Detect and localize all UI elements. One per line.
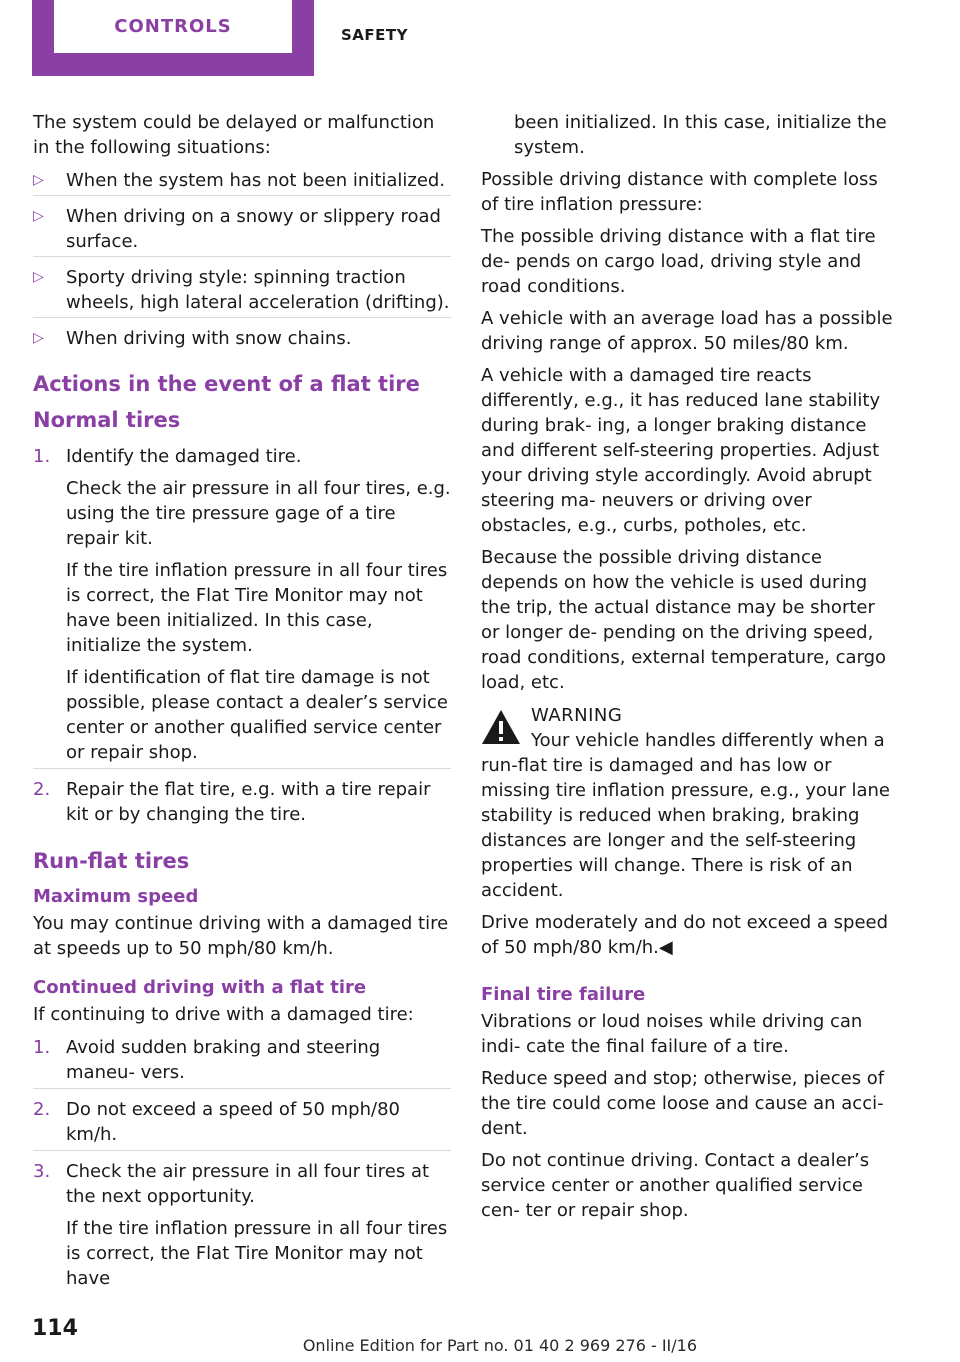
final-paragraph-1: Vibrations or loud noises while driving can indi‐ cate the final failure of a tire. <box>481 1011 863 1057</box>
normal-steps-list <box>33 443 451 830</box>
heading-normal-tires: Normal tires <box>33 408 181 432</box>
triangle-right-icon: ▷ <box>33 330 44 346</box>
triangle-right-icon: ▷ <box>33 208 44 224</box>
step-number: 1. <box>33 1037 51 1058</box>
step-number: 1. <box>33 446 51 467</box>
left-column <box>33 110 451 1301</box>
continued-steps-list <box>33 1034 451 1294</box>
step-item <box>33 1158 451 1294</box>
heading-actions: Actions in the event of a flat tire <box>33 372 420 396</box>
intro-paragraph: The system could be delayed or malfunction in the following situations: <box>33 112 435 158</box>
step-text: Do not exceed a speed of 50 mph/80 km/h. <box>66 1099 400 1145</box>
tab-controls-label: CONTROLS <box>54 0 292 53</box>
situation-text: Sporty driving style: spinning traction wheels, high lateral acceleration (drifting). <box>66 267 450 313</box>
step-item <box>33 776 451 830</box>
warning-box <box>481 703 899 960</box>
warning-triangle-icon <box>481 709 521 745</box>
warning-text: Your vehicle handles differently when a run-flat tire is damaged and has low or missing tire inflation pressure, e.g., your lane stability is reduced when braking, braking distances are longer and the self-steering properties will change. There is risk of an accident. <box>481 730 890 901</box>
situation-item <box>33 167 451 196</box>
page-header <box>0 0 960 76</box>
distance-paragraph-3: A vehicle with a damaged tire reacts differently, e.g., it has reduced lane stability during brak‐ ing, a longer braking distance and different self-steering properties. Adjust your driving style accordingly. Avoid abrupt steering ma‐ neuvers or driving over obstacles, e.g., curbs, potholes, etc. <box>481 365 881 536</box>
situation-text: When the system has not been initialized. <box>66 170 446 191</box>
page-number: 114 <box>32 1316 78 1341</box>
situations-list <box>33 167 451 353</box>
step-text: Repair the flat tire, e.g. with a tire repair kit or by changing the tire. <box>66 779 431 825</box>
warning-label: WARNING <box>531 705 623 726</box>
situation-item <box>33 325 451 353</box>
step-detail: Check the air pressure in all four tires, e.g. using the tire pressure gage of a tire repair kit. <box>66 478 451 549</box>
distance-paragraph-4: Because the possible driving distance depends on how the vehicle is used during the trip, the actual distance may be shorter or longer de‐ pending on the driving speed, road conditions, external temperature, cargo load, etc. <box>481 547 887 693</box>
step-detail: If identification of flat tire damage is not possible, please contact a dealer’s service center or another qualified service center or repair shop. <box>66 667 448 763</box>
situation-text: When driving on a snowy or slippery road surface. <box>66 206 441 252</box>
tab-safety[interactable]: SAFETY <box>341 26 408 44</box>
heading-run-flat-tires: Run-flat tires <box>33 849 190 873</box>
warning-end: Drive moderately and do not exceed a speed of 50 mph/80 km/h.◀ <box>481 912 889 958</box>
triangle-right-icon: ▷ <box>33 269 44 285</box>
step-item <box>33 1034 451 1089</box>
final-paragraph-2: Reduce speed and stop; otherwise, pieces of the tire could come loose and cause an acci‐ dent. <box>481 1068 885 1139</box>
heading-final-tire-failure: Final tire failure <box>481 984 646 1005</box>
step-detail: If the tire inflation pressure in all four tires is correct, the Flat Tire Monitor may not have <box>66 1218 448 1289</box>
tab-controls[interactable] <box>32 0 314 76</box>
step-number: 2. <box>33 1099 51 1120</box>
step-number: 3. <box>33 1161 51 1182</box>
step-item <box>33 443 451 769</box>
situation-item <box>33 203 451 257</box>
max-speed-paragraph: You may continue driving with a damaged tire at speeds up to 50 mph/80 km/h. <box>33 913 449 959</box>
heading-maximum-speed: Maximum speed <box>33 886 199 907</box>
step-text: Check the air pressure in all four tires at the next opportunity. <box>66 1161 430 1207</box>
distance-paragraph-1: The possible driving distance with a flat tire de‐ pends on cargo load, driving style and road conditions. <box>481 226 876 297</box>
right-column <box>481 110 899 1230</box>
situation-item <box>33 264 451 318</box>
step-number: 2. <box>33 779 51 800</box>
step-text: Avoid sudden braking and steering maneu‐ vers. <box>66 1037 381 1083</box>
step-detail: If the tire inflation pressure in all four tires is correct, the Flat Tire Monitor may not have been initialized. In this case, initialize the system. <box>66 560 448 656</box>
heading-continued-driving: Continued driving with a flat tire <box>33 977 367 998</box>
situation-text: When driving with snow chains. <box>66 328 352 349</box>
distance-intro: Possible driving distance with complete loss of tire inflation pressure: <box>481 169 878 215</box>
step-text: Identify the damaged tire. <box>66 446 302 467</box>
triangle-right-icon: ▷ <box>33 172 44 188</box>
continuation-paragraph: been initialized. In this case, initialize the system. <box>514 112 887 158</box>
continued-intro: If continuing to drive with a damaged tire: <box>33 1004 414 1025</box>
step-item <box>33 1096 451 1151</box>
final-paragraph-3: Do not continue driving. Contact a dealer’s service center or another qualified service cen‐ ter or repair shop. <box>481 1150 870 1221</box>
edition-footer: Online Edition for Part no. 01 40 2 969 276 - II/16 <box>302 1336 697 1355</box>
distance-paragraph-2: A vehicle with an average load has a possible driving range of approx. 50 miles/80 km. <box>481 308 893 354</box>
